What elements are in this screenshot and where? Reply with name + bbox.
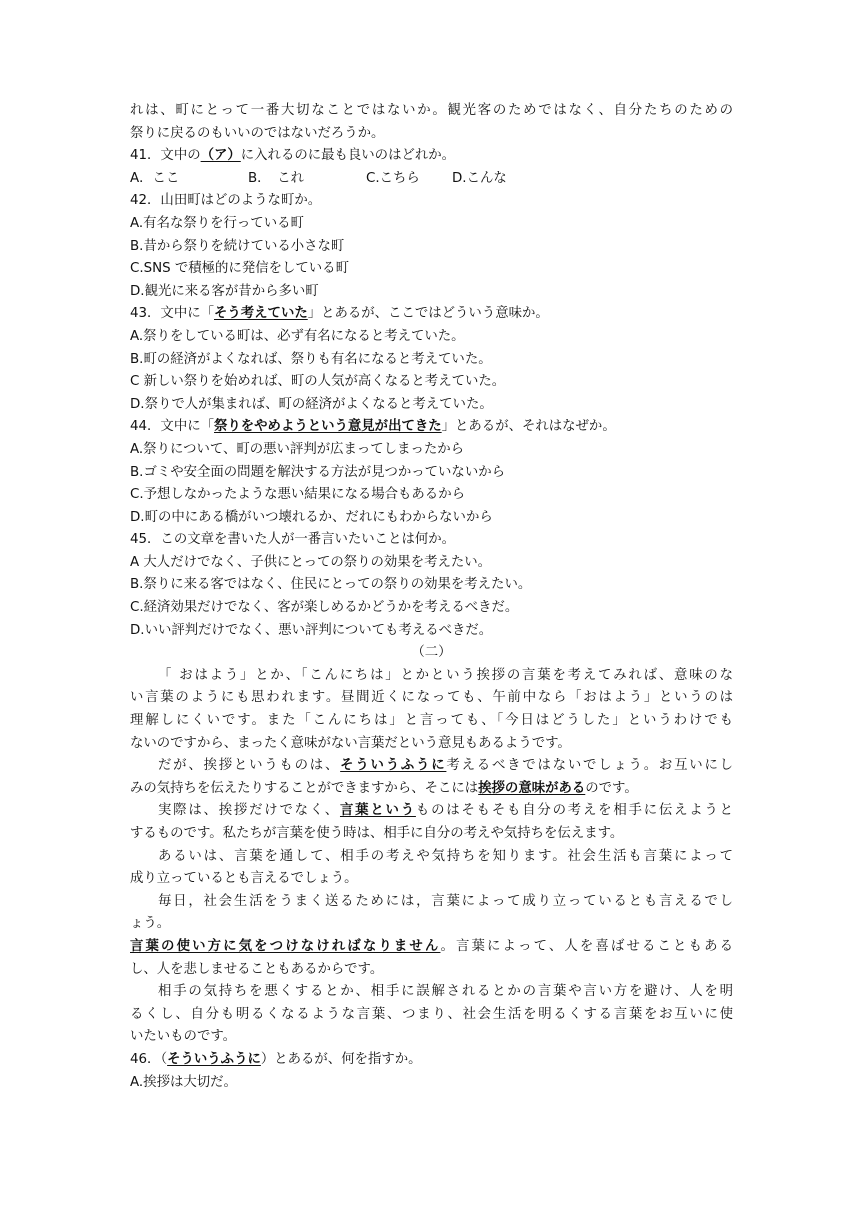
document-page [130, 100, 733, 1094]
q45-option-d[interactable]: D.いい評判だけでなく、悪い評判についても考えるべきだ。 [130, 622, 493, 638]
q45-option-b[interactable]: B.祭りに来る客ではなく、住民にとっての祭りの効果を考えたい。 [130, 577, 532, 593]
q44-mark: 祭りをやめようという意見が出てきた [214, 419, 442, 435]
question-41 [130, 145, 733, 168]
q44-option-d[interactable]: D.町の中にある橋がいつ壊れるか、だれにもわからないから [130, 509, 493, 525]
q44-pre: 44．文中に「 [130, 419, 214, 435]
p3-line-1 [130, 800, 733, 823]
q43-option-b[interactable]: B.町の経済がよくなれば、祭りも有名になると考えていた。 [130, 351, 492, 367]
p5-line-1: 毎日，社会生活をうまく送るためには，言葉によって成り立っているとも言えるでし [158, 893, 733, 909]
p1-line-3: 理解しにくいです。また「こんにちは」と言っても、「今日はどうした」というわけでも [130, 713, 733, 729]
q41-option-b[interactable]: B． これ [248, 170, 305, 186]
q41-option-d[interactable]: D.こんな [452, 170, 507, 186]
p2a-post: 考えるべきではないでしょう。お互いにし [446, 758, 733, 774]
question-42: 42．山田町はどのような町か。 [130, 193, 322, 209]
question-45: 45．この文章を書いた人が一番言いたいことは何か。 [130, 532, 456, 548]
q46-post: ）とあるが、何を指すか。 [260, 1051, 422, 1067]
question-43 [130, 303, 733, 326]
q42-option-c[interactable]: C.SNS で積極的に発信をしている町 [130, 261, 349, 277]
p5-line-2: ょう。 [130, 916, 171, 932]
p7-line-2: るくし、自分も明るくなるような言葉、つまり、社会生活を明るくする言葉をお互いに使 [130, 1006, 733, 1022]
q42-option-d[interactable]: D.観光に来る客が昔から多い町 [130, 283, 319, 299]
q41-pre: 41．文中の [130, 148, 201, 164]
q43-mark: そう考えていた [214, 306, 308, 322]
q44-option-c[interactable]: C.予想しなかったような悪い結果になる場合もあるから [130, 487, 465, 503]
p7-line-1: 相手の気持ちを悪くするとか、相手に誤解されるとかの言葉や言い方を避け、人を明 [158, 984, 733, 1000]
q41-post: に入れるのに最も良いのはどれか。 [240, 148, 456, 164]
p2-line-2 [130, 778, 733, 801]
p2b-post: のです。 [585, 780, 638, 796]
p1-line-2: い言葉のようにも思われます。昼間近くになっても、午前中なら「おはよう」というのは [130, 690, 733, 706]
q45-option-c[interactable]: C.経済効果だけでなく、客が楽しめるかどうかを考えるべきだ。 [130, 600, 519, 616]
p2b-pre: みの気持ちを伝えたりすることができますから、そこには [130, 780, 479, 796]
p2a-mark: そういうふうに [340, 758, 447, 774]
p6-line-2: し、人を悲しませることもあるからです。 [130, 961, 384, 977]
q43-option-d[interactable]: D.祭りで人が集まれば、町の経済がよくなると考えていた。 [130, 396, 493, 412]
p6a-mark: 言葉の使い方に気をつけなければなりません [130, 938, 441, 954]
q41-mark: （ア） [200, 148, 241, 164]
q46-mark: そういうふうに [167, 1051, 261, 1067]
q44-post: 」とあるが、それはなぜか。 [441, 419, 616, 435]
q41-option-a[interactable]: A．ここ [130, 170, 180, 186]
p1-line-4: ないのですから、まったく意味がない言葉だという意見もあるようです。 [130, 735, 571, 751]
p6a-post: 。言葉によって、人を喜ばせることもある [440, 938, 733, 954]
p4-line-2: 成り立っているとも言えるでしょう。 [130, 871, 358, 887]
q43-option-a[interactable]: A.祭りをしている町は、必ず有名になると考えていた。 [130, 328, 465, 344]
p2-line-1 [130, 755, 733, 778]
p3a-mark: 言葉という [339, 803, 416, 819]
intro-line-2: 祭りに戻るのもいいのではないだろうか。 [130, 125, 385, 141]
p6-line-1 [130, 936, 733, 959]
q42-option-b[interactable]: B.昔から祭りを続けている小さな町 [130, 238, 345, 254]
p3a-pre: 実際は、挨拶だけでなく、 [158, 803, 340, 819]
q43-post: 」とあるが、ここではどういう意味か。 [307, 306, 549, 322]
q45-option-a[interactable]: A 大人だけでなく、子供にとっての祭りの効果を考えたい。 [130, 554, 492, 570]
p3-line-2: するものです。私たちが言葉を使う時は、相手に自分の考えや気持ちを伝えます。 [130, 826, 624, 841]
q43-option-c[interactable]: C 新しい祭りを始めれば、町の人気が高くなると考えていた。 [130, 374, 506, 390]
q46-option-a[interactable]: A.挨拶は大切だ。 [130, 1074, 237, 1090]
q41-options [130, 168, 733, 191]
p3a-post: ものはそもそも自分の考えを相手に伝えようと [415, 803, 733, 819]
question-44 [130, 416, 733, 439]
q44-option-b[interactable]: B.ゴミや安全面の問題を解決する方法が見つかっていないから [130, 464, 505, 480]
p4-line-1: あるいは、言葉を通して、相手の考えや気持ちを知ります。社会生活も言葉によって [158, 848, 733, 864]
p2a-pre: だが、挨拶というものは、 [158, 758, 341, 774]
intro-line-1: れは、町にとって一番大切なことではないか。観光客のためではなく、自分たちのための [130, 103, 733, 118]
question-46 [130, 1049, 733, 1072]
p2b-mark: 挨拶の意味がある [478, 780, 586, 796]
q42-option-a[interactable]: A.有名な祭りを行っている町 [130, 215, 304, 231]
q43-pre: 43．文中に「 [130, 306, 214, 322]
p1-line-1: 「 おはよう」とか、「こんにちは」とかという挨拶の言葉を考えてみれば、意味のな [158, 667, 733, 683]
section-2-heading: （二） [411, 645, 452, 661]
p7-line-3: いたいものです。 [130, 1029, 237, 1045]
q46-pre: 46．（ [130, 1051, 168, 1067]
q44-option-a[interactable]: A.祭りについて、町の悪い評判が広まってしまったから [130, 441, 465, 457]
q41-option-c[interactable]: C.こちら [366, 170, 420, 186]
